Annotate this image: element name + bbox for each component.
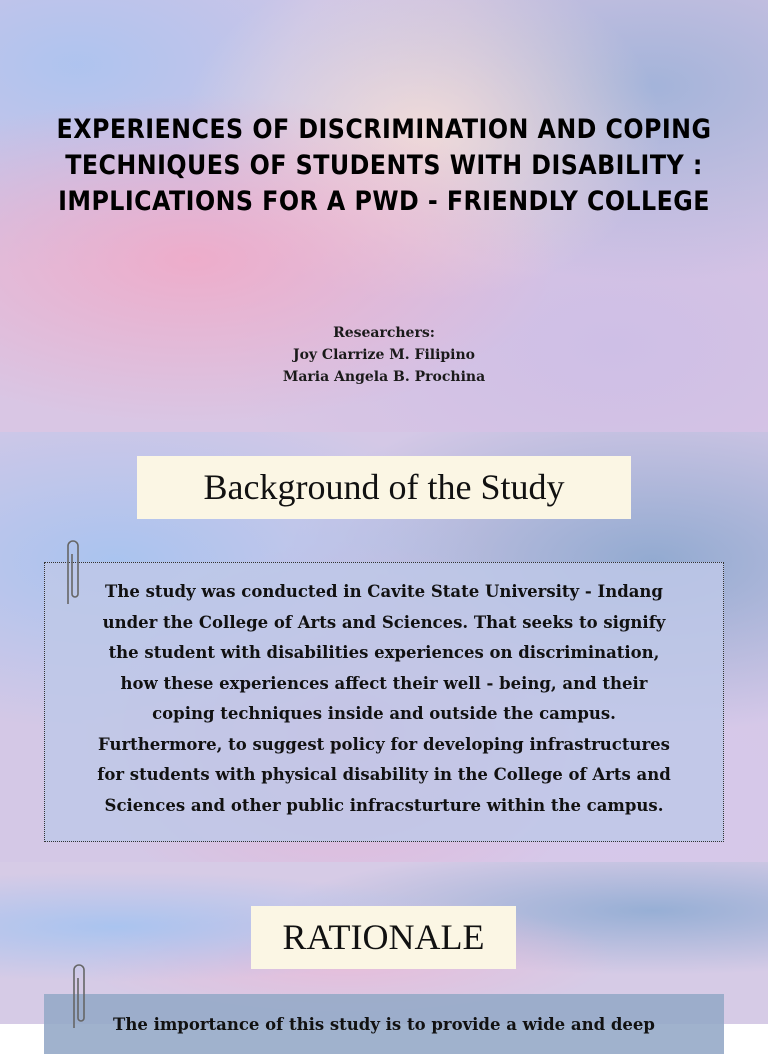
researchers <box>0 322 768 388</box>
document-title <box>46 112 722 220</box>
researchers-label: Researchers: <box>333 325 435 341</box>
researcher-name: Maria Angela B. Prochina <box>282 369 486 385</box>
text-line: the student with disabilities experiences on discrimination, <box>108 643 660 662</box>
text-line: Furthermore, to suggest policy for developing infrastructures <box>98 734 670 754</box>
text-line: The study was conducted in Cavite State University - Indang <box>105 582 663 601</box>
title-slide <box>0 0 768 432</box>
text-line: for students with physical disability in the College of Arts and <box>97 765 671 784</box>
title-line: IMPLICATIONS FOR A PWD - FRIENDLY COLLEGE <box>58 186 710 217</box>
text-line: Sciences and other public infracsturture within the campus. <box>104 795 664 815</box>
rationale-heading: RATIONALE <box>251 906 516 969</box>
rationale-slide <box>0 862 768 1034</box>
text-line: The importance of this study is to provide a wide and deep <box>113 1015 655 1034</box>
paperclip-icon <box>62 534 84 608</box>
paperclip-icon <box>68 958 90 1032</box>
title-line: TECHNIQUES OF STUDENTS WITH DISABILITY : <box>65 150 703 181</box>
text-line: how these experiences affect their well - being, and their <box>120 673 648 693</box>
text-line: under the College of Arts and Sciences. That seeks to signify <box>102 612 666 632</box>
text-line: coping techniques inside and outside the campus. <box>152 704 616 723</box>
background-slide <box>0 432 768 862</box>
background-heading: Background of the Study <box>137 456 631 519</box>
title-line: EXPERIENCES OF DISCRIMINATION AND COPING <box>56 114 712 145</box>
rationale-text-box <box>44 994 724 1054</box>
background-text-box <box>44 562 724 842</box>
researcher-name: Joy Clarrize M. Filipino <box>292 347 476 363</box>
